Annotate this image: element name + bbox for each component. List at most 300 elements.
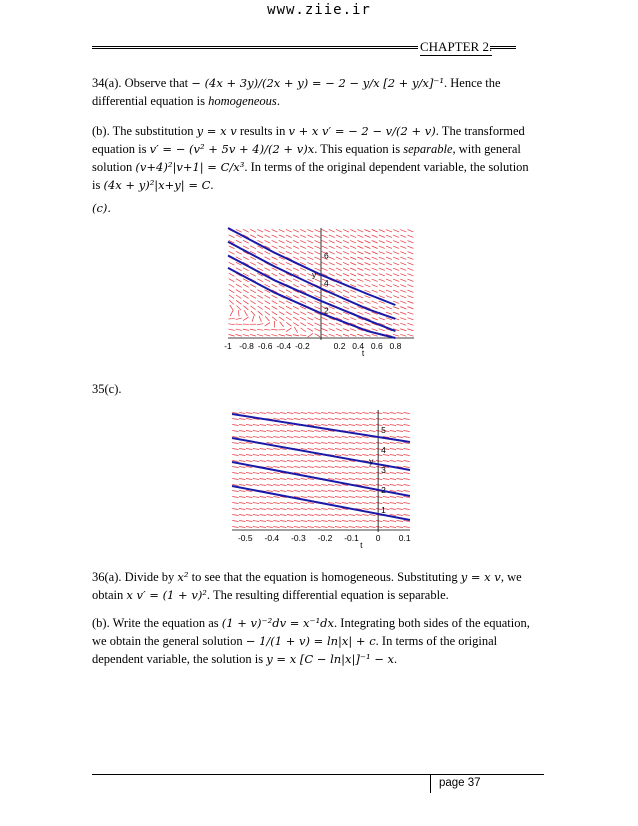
field-arrow	[294, 502, 300, 503]
text: differential equation is	[92, 94, 209, 108]
field-arrow	[294, 460, 300, 461]
field-arrow	[335, 472, 341, 473]
field-arrow	[390, 430, 396, 431]
field-arrow	[407, 307, 413, 309]
field-arrow	[280, 520, 286, 521]
field-arrow	[376, 442, 382, 443]
field-arrow	[336, 301, 342, 304]
field-arrow	[362, 454, 368, 455]
field-arrow	[236, 240, 242, 243]
field-arrow	[350, 329, 356, 331]
math: v′ = − (v² + 5v + 4)/(2 + v)x	[149, 142, 315, 156]
field-arrow	[350, 257, 356, 260]
field-arrow	[314, 484, 320, 485]
field-arrow	[350, 318, 356, 320]
field-arrow	[349, 430, 355, 431]
field-arrow	[407, 235, 413, 237]
x-axis-label: t	[360, 540, 363, 550]
field-arrow	[343, 273, 349, 276]
field-arrow	[343, 307, 349, 309]
field-arrow	[355, 520, 361, 521]
field-arrow	[349, 448, 355, 449]
field-arrow	[229, 262, 235, 265]
field-arrow	[342, 526, 348, 527]
field-arrow	[386, 312, 392, 314]
field-arrow	[314, 240, 320, 243]
field-arrow	[400, 274, 406, 276]
field-arrow	[239, 472, 245, 473]
field-arrow	[400, 241, 406, 243]
field-arrow	[328, 418, 334, 419]
field-arrow	[294, 514, 300, 515]
field-arrow	[246, 442, 252, 443]
field-arrow	[349, 514, 355, 515]
field-arrow	[390, 424, 396, 425]
field-arrow	[272, 235, 278, 238]
field-arrow	[355, 424, 361, 425]
field-arrow	[376, 478, 382, 479]
field-arrow	[349, 496, 355, 497]
field-arrow	[362, 502, 368, 503]
field-arrow	[336, 284, 342, 287]
field-arrow	[321, 472, 327, 473]
field-arrow	[266, 448, 272, 449]
field-arrow	[393, 263, 399, 265]
field-arrow	[400, 252, 406, 254]
field-arrow	[386, 307, 392, 309]
field-arrow	[232, 466, 238, 467]
field-arrow	[260, 508, 266, 509]
field-arrow	[369, 520, 375, 521]
field-arrow	[280, 418, 286, 419]
field-arrow	[362, 424, 368, 425]
field-arrow	[350, 274, 356, 276]
field-arrow	[369, 484, 375, 485]
y-tick-label: 3	[381, 465, 386, 475]
y-tick-label: 2	[381, 485, 386, 495]
field-arrow	[266, 502, 272, 503]
field-arrow	[322, 334, 328, 336]
field-arrow	[266, 490, 272, 491]
field-arrow	[350, 334, 356, 336]
field-arrow	[372, 268, 378, 270]
field-arrow	[264, 240, 270, 243]
field-arrow	[369, 496, 375, 497]
field-arrow	[350, 246, 356, 249]
field-arrow	[315, 306, 321, 309]
field-arrow	[343, 318, 349, 320]
text: . Integrating both sides of the equation,	[334, 616, 530, 630]
field-arrow	[293, 235, 299, 238]
field-arrow	[343, 235, 349, 238]
field-arrow	[397, 460, 403, 461]
field-arrow	[335, 496, 341, 497]
text: equation is	[92, 142, 147, 156]
x-tick-label: -0.5	[237, 533, 253, 543]
field-arrow	[390, 484, 396, 485]
field-arrow	[307, 301, 313, 304]
field-arrow	[273, 496, 279, 497]
field-arrow	[369, 502, 375, 503]
field-arrow	[342, 424, 348, 425]
field-arrow	[393, 323, 399, 325]
field-arrow	[301, 454, 307, 455]
field-arrow	[279, 334, 285, 336]
field-arrow	[286, 251, 292, 254]
problem-label: (b).	[92, 124, 110, 138]
field-arrow	[286, 240, 292, 243]
field-arrow	[287, 430, 293, 431]
field-arrow	[393, 312, 399, 314]
field-arrow	[321, 484, 327, 485]
field-arrow	[342, 442, 348, 443]
field-arrow	[243, 268, 249, 271]
field-arrow	[232, 478, 238, 479]
field-arrow	[343, 240, 349, 243]
field-arrow	[294, 454, 300, 455]
y-tick-label: 6	[324, 250, 329, 261]
field-arrow	[266, 514, 272, 515]
emphasis: homogeneous	[208, 94, 277, 108]
field-arrow	[321, 436, 327, 437]
field-arrow	[293, 257, 299, 260]
field-arrow	[357, 301, 363, 303]
field-arrow	[301, 418, 307, 419]
field-arrow	[335, 490, 341, 491]
math: − (4x + 3y)/(2x + y) = − 2 − y/x [2 + y/x]⁻¹	[191, 76, 444, 90]
field-arrow	[336, 334, 342, 336]
field-arrow	[293, 240, 299, 243]
problem-label: (c).	[92, 201, 112, 215]
field-arrow	[397, 496, 403, 497]
field-arrow	[349, 466, 355, 467]
field-arrow	[397, 436, 403, 437]
field-arrow	[329, 240, 335, 243]
math: (4x + y)²|x+y| = C	[103, 178, 211, 192]
field-arrow	[273, 454, 279, 455]
field-arrow	[257, 240, 263, 243]
field-arrow	[336, 268, 342, 271]
field-arrow	[257, 262, 263, 265]
field-arrow	[357, 285, 363, 287]
field-arrow	[250, 284, 256, 287]
text: , with general	[452, 142, 521, 156]
field-arrow	[322, 246, 328, 249]
field-arrow	[308, 508, 314, 509]
field-arrow	[355, 418, 361, 419]
field-arrow	[372, 334, 378, 336]
field-arrow	[357, 235, 363, 238]
field-arrow	[266, 436, 272, 437]
field-arrow	[287, 526, 293, 527]
field-arrow	[350, 279, 356, 281]
field-arrow	[286, 328, 291, 332]
field-arrow	[403, 508, 409, 509]
field-arrow	[335, 526, 341, 527]
field-arrow	[286, 279, 292, 282]
x-tick-label: -0.8	[239, 341, 254, 351]
field-arrow	[279, 279, 285, 282]
field-arrow	[286, 312, 292, 315]
field-arrow	[350, 235, 356, 238]
field-arrow	[232, 508, 238, 509]
field-arrow	[294, 526, 300, 527]
text: is	[92, 178, 101, 192]
field-arrow	[228, 318, 234, 319]
field-arrow	[294, 508, 300, 509]
field-arrow	[308, 472, 314, 473]
field-arrow	[244, 310, 247, 316]
field-arrow	[246, 508, 252, 509]
field-arrow	[280, 490, 286, 491]
field-arrow	[243, 300, 248, 304]
field-arrow	[301, 520, 307, 521]
field-arrow	[239, 514, 245, 515]
field-arrow	[239, 454, 245, 455]
field-arrow	[294, 436, 300, 437]
field-arrow	[328, 520, 334, 521]
field-arrow	[280, 454, 286, 455]
field-arrow	[239, 508, 245, 509]
field-arrow	[243, 306, 248, 310]
field-arrow	[229, 246, 235, 249]
x-tick-label: 0.2	[333, 341, 346, 351]
field-arrow	[246, 502, 252, 503]
field-arrow	[400, 290, 406, 292]
field-arrow	[260, 520, 266, 521]
math: x v′ = (1 + v)²	[126, 588, 207, 602]
text: results in	[239, 124, 286, 138]
field-arrow	[260, 412, 266, 413]
text: .	[394, 652, 398, 666]
field-arrow	[403, 454, 409, 455]
field-arrow	[355, 430, 361, 431]
field-arrow	[236, 295, 241, 299]
field-arrow	[260, 424, 266, 425]
field-arrow	[379, 290, 385, 292]
field-arrow	[342, 418, 348, 419]
field-arrow	[362, 490, 368, 491]
field-arrow	[393, 285, 399, 287]
field-arrow	[321, 460, 327, 461]
field-arrow	[260, 478, 266, 479]
field-arrow	[236, 279, 242, 282]
field-arrow	[243, 284, 249, 287]
field-arrow	[293, 295, 299, 298]
field-arrow	[301, 490, 307, 491]
field-arrow	[314, 466, 320, 467]
field-arrow	[372, 257, 378, 259]
field-arrow	[329, 268, 335, 271]
field-arrow	[400, 318, 406, 320]
field-arrow	[329, 323, 335, 325]
field-arrow	[239, 424, 245, 425]
field-arrow	[236, 268, 242, 271]
field-arrow	[328, 526, 334, 527]
field-arrow	[335, 502, 341, 503]
field-arrow	[383, 418, 389, 419]
field-arrow	[243, 317, 248, 321]
field-arrow	[362, 496, 368, 497]
field-arrow	[376, 412, 382, 413]
field-arrow	[264, 268, 270, 271]
field-arrow	[301, 448, 307, 449]
math: y = x v	[196, 124, 237, 138]
field-arrow	[266, 424, 272, 425]
field-arrow	[328, 436, 334, 437]
field-arrow	[239, 502, 245, 503]
field-arrow	[273, 508, 279, 509]
field-arrow	[329, 312, 335, 315]
field-arrow	[236, 251, 242, 254]
field-arrow	[229, 300, 234, 304]
field-arrow	[293, 323, 298, 326]
y-axis-label: y	[369, 456, 374, 466]
field-arrow	[393, 230, 399, 232]
field-arrow	[335, 418, 341, 419]
field-arrow	[365, 279, 371, 281]
field-arrow	[287, 460, 293, 461]
field-arrow	[357, 251, 363, 254]
field-arrow	[372, 229, 378, 232]
field-arrow	[279, 240, 285, 243]
direction-field-plot-34c	[224, 226, 414, 358]
field-arrow	[294, 430, 300, 431]
field-arrow	[386, 285, 392, 287]
field-arrow	[365, 235, 371, 238]
field-arrow	[266, 508, 272, 509]
field-arrow	[293, 317, 299, 320]
field-arrow	[407, 268, 413, 270]
field-arrow	[294, 412, 300, 413]
field-arrow	[301, 484, 307, 485]
field-arrow	[335, 442, 341, 443]
field-arrow	[230, 310, 233, 316]
math: v + x v′ = − 2 − v/(2 + v)	[288, 124, 436, 138]
math: − 1/(1 + v) = ln|x| + c	[245, 634, 376, 648]
field-arrow	[252, 316, 254, 322]
field-arrow	[273, 514, 279, 515]
field-arrow	[239, 478, 245, 479]
field-arrow	[315, 262, 321, 265]
field-arrow	[397, 454, 403, 455]
field-arrow	[314, 442, 320, 443]
text: . In terms of the original dependent variable, the solution	[244, 160, 529, 174]
field-arrow	[253, 478, 259, 479]
field-arrow	[390, 448, 396, 449]
field-arrow	[308, 520, 314, 521]
text: . The resulting differential equation is separable.	[206, 588, 449, 602]
field-arrow	[379, 274, 385, 276]
field-arrow	[355, 466, 361, 467]
field-arrow	[393, 235, 399, 237]
field-arrow	[379, 307, 385, 309]
field-arrow	[397, 502, 403, 503]
math: (v+4)²|v+1| = C/x³	[135, 160, 245, 174]
field-arrow	[376, 496, 382, 497]
field-arrow	[335, 412, 341, 413]
field-arrow	[355, 442, 361, 443]
field-arrow	[365, 240, 371, 243]
field-arrow	[386, 230, 392, 232]
field-arrow	[365, 274, 371, 276]
field-arrow	[314, 430, 320, 431]
field-arrow	[372, 246, 378, 248]
field-arrow	[329, 229, 335, 232]
field-arrow	[336, 290, 342, 293]
field-arrow	[321, 514, 327, 515]
x-axis-label: t	[361, 348, 365, 358]
solution-curve	[228, 228, 395, 305]
field-arrow	[307, 312, 313, 315]
field-arrow	[260, 436, 266, 437]
field-arrow	[365, 285, 371, 287]
field-arrow	[273, 412, 279, 413]
field-arrow	[232, 448, 238, 449]
field-arrow	[273, 430, 279, 431]
field-arrow	[308, 436, 314, 437]
field-arrow	[232, 526, 238, 527]
field-arrow	[229, 290, 234, 293]
field-arrow	[294, 442, 300, 443]
field-arrow	[258, 306, 263, 310]
field-arrow	[390, 478, 396, 479]
field-arrow	[335, 424, 341, 425]
x-tick-label: -1	[224, 341, 232, 351]
field-arrow	[300, 317, 306, 320]
field-arrow	[253, 508, 259, 509]
field-arrow	[362, 466, 368, 467]
field-arrow	[372, 285, 378, 287]
field-arrow	[362, 412, 368, 413]
field-arrow	[238, 310, 239, 316]
field-arrow	[280, 526, 286, 527]
field-arrow	[273, 472, 279, 473]
field-arrow	[253, 430, 259, 431]
field-arrow	[321, 448, 327, 449]
field-arrow	[266, 496, 272, 497]
field-arrow	[357, 312, 363, 314]
direction-field-plot-35c	[232, 408, 411, 550]
field-arrow	[280, 430, 286, 431]
field-arrow	[253, 520, 259, 521]
field-arrow	[300, 251, 306, 254]
field-arrow	[273, 436, 279, 437]
field-arrow	[376, 520, 382, 521]
field-arrow	[266, 520, 272, 521]
field-arrow	[357, 274, 363, 276]
chapter-title: CHAPTER 2.	[420, 39, 493, 54]
field-arrow	[279, 262, 285, 265]
field-arrow	[364, 334, 370, 336]
field-arrow	[403, 418, 409, 419]
field-arrow	[403, 526, 409, 527]
field-arrow	[365, 229, 371, 232]
field-arrow	[328, 484, 334, 485]
field-arrow	[286, 229, 292, 232]
field-arrow	[390, 460, 396, 461]
field-arrow	[243, 257, 249, 260]
field-arrow	[393, 257, 399, 259]
field-arrow	[369, 424, 375, 425]
field-arrow	[365, 257, 371, 259]
field-arrow	[300, 323, 306, 326]
field-arrow	[329, 329, 335, 331]
field-arrow	[229, 295, 234, 299]
field-arrow	[407, 285, 413, 287]
field-arrow	[357, 263, 363, 265]
field-arrow	[372, 252, 378, 254]
